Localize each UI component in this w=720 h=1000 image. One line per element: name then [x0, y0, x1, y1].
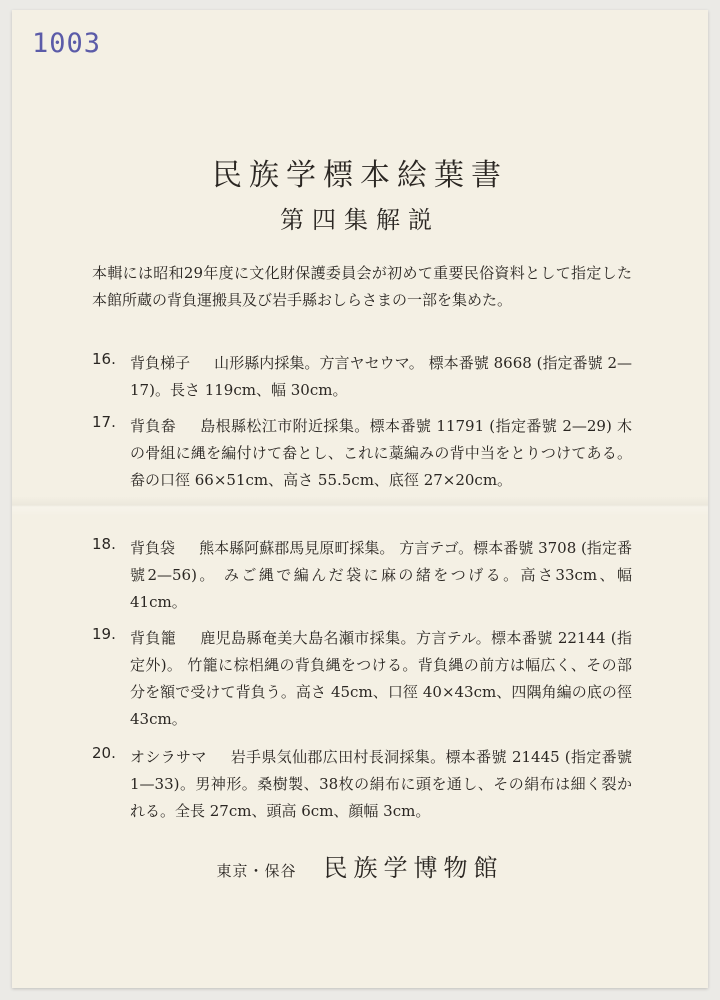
entry-19 — [92, 625, 632, 733]
document-subtitle: 第四集解説 — [280, 206, 440, 234]
entry-name: オシラサマ — [130, 748, 207, 766]
footer-museum: 民族学博物館 — [323, 854, 504, 882]
entry-body — [130, 625, 632, 733]
entry-body — [130, 535, 632, 616]
entry-name: 背負袋 — [130, 539, 176, 557]
entry-body — [130, 413, 632, 494]
entry-body — [130, 744, 632, 825]
footer-place: 東京・保谷 — [216, 862, 297, 880]
entry-name: 背負梯子 — [130, 354, 191, 372]
entry-text: 山形縣内採集。方言ヤセウマ。 標本番號 8668 (指定番號 2—17)。長さ 119cm、幅 30cm。 — [130, 354, 632, 399]
entry-text: 熊本縣阿蘇郡馬見原町採集。 方言テゴ。標本番號 3708 (指定番號2—56)。 みご縄で編んだ袋に麻の緒をつげる。高さ33cm、幅 41cm。 — [130, 539, 632, 611]
entry-number: 19. — [92, 625, 116, 643]
entry-20 — [92, 744, 632, 825]
entry-body — [130, 350, 632, 404]
entry-number: 17. — [92, 413, 116, 431]
entry-text: 岩手県気仙郡広田村長洞採集。標本番號 21445 (指定番號 1—33)。男神形。桑樹製、38枚の絹布に頭を通し、その絹布は細く裂かれる。全長 27cm、頭高 6cm、顔幅 3cm。 — [130, 748, 632, 820]
entry-number: 16. — [92, 350, 116, 368]
entry-number: 18. — [92, 535, 116, 553]
entry-17 — [92, 413, 632, 494]
footer — [0, 848, 720, 883]
entry-18 — [92, 535, 632, 616]
entry-number: 20. — [92, 744, 116, 762]
intro-paragraph: 本輯には昭和29年度に文化財保護委員会が初めて重要民俗資料として指定した本館所蔵の背負運搬具及び岩手縣おしらさまの一部を集めた。 — [92, 264, 632, 309]
entry-text: 島根縣松江市附近採集。標本番號 11791 (指定番號 2—29) 木の骨組に縄を編付けて畚とし、これに藁編みの背中当をとりつけてある。畚の口徑 66×51cm、高さ 55.5cm、底徑 27×20cm。 — [130, 417, 632, 489]
document-title: 民族学標本絵葉書 — [212, 158, 508, 193]
entry-name: 背負畚 — [130, 417, 177, 435]
fold-line — [12, 496, 708, 516]
stamp-number: 1003 — [32, 28, 102, 59]
entry-name: 背負籠 — [130, 629, 177, 647]
entry-text: 鹿児島縣奄美大島名瀬市採集。方言テル。標本番號 22144 (指定外)。 竹籠に棕梠縄の背負縄をつける。背負縄の前方は幅広く、その部分を額で受けて背負う。高さ 45cm、口徑 40×43cm、四隅角編の底の徑 43cm。 — [130, 629, 632, 728]
entry-16 — [92, 350, 632, 404]
